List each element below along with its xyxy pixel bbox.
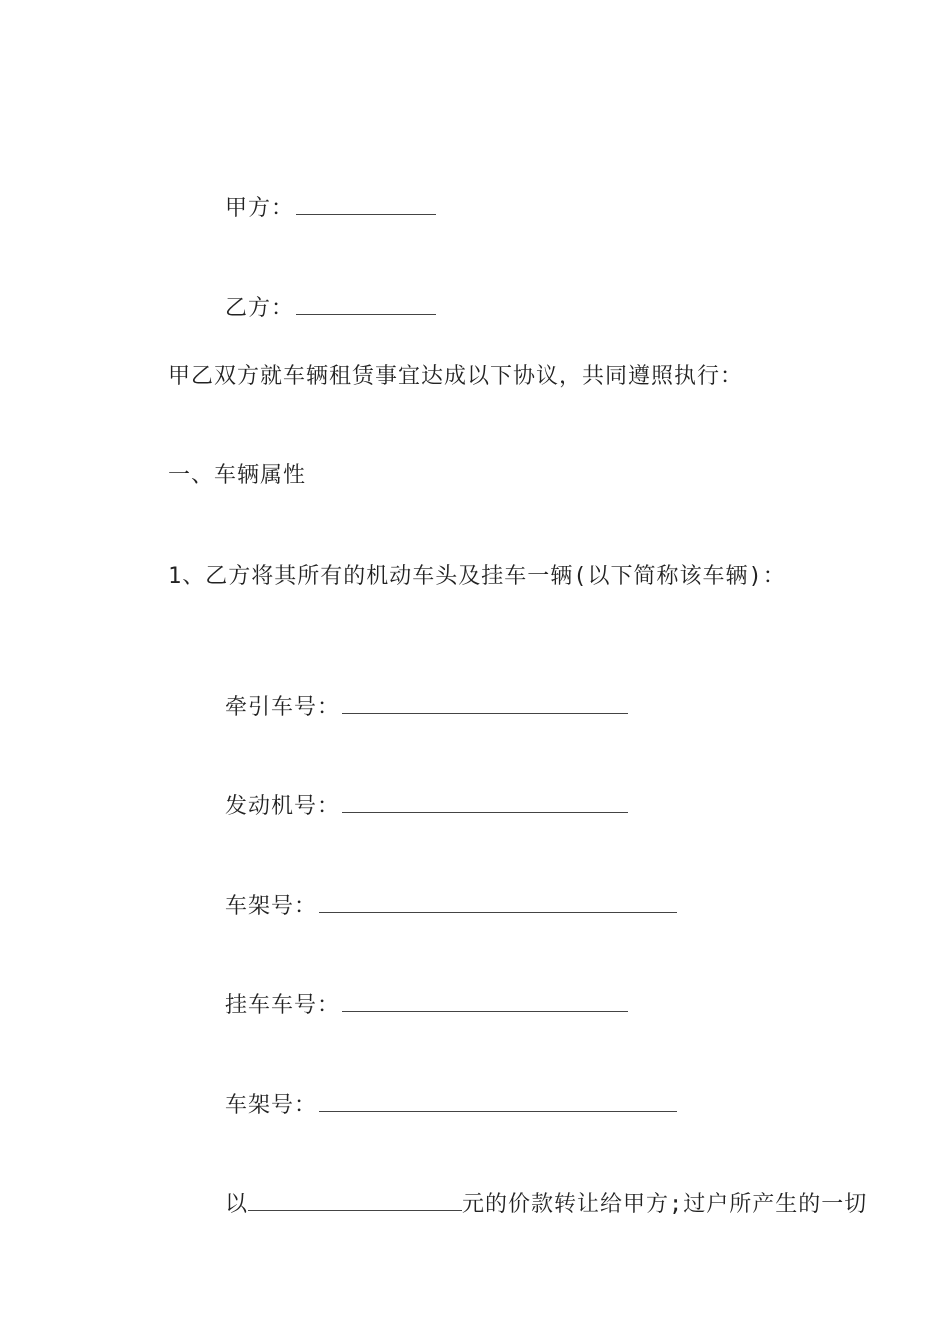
party-b-label: 乙方：	[224, 296, 294, 321]
party-a-line	[168, 162, 436, 254]
party-a-label: 甲方：	[224, 196, 294, 221]
trailer-no-label: 挂车车号：	[224, 993, 340, 1018]
frame-no-2-line	[168, 1059, 677, 1151]
tractor-no-blank	[342, 691, 628, 714]
party-a-blank	[296, 192, 436, 215]
engine-no-blank	[342, 790, 628, 813]
frame-no-2-blank	[319, 1089, 677, 1112]
trailer-no-blank	[342, 989, 628, 1012]
tractor-no-label: 牵引车号：	[224, 695, 340, 720]
party-b-blank	[296, 292, 436, 315]
clause-1: 1、乙方将其所有的机动车头及挂车一辆(以下简称该车辆)：	[168, 564, 786, 589]
party-b-line	[168, 262, 436, 354]
trailer-no-line	[168, 959, 628, 1051]
frame-no-1-line	[168, 860, 677, 952]
section-1-heading: 一、车辆属性	[168, 463, 307, 488]
frame-no-2-label: 车架号：	[224, 1093, 317, 1118]
price-prefix: 以	[224, 1192, 248, 1217]
price-suffix: 元的价款转让给甲方;过户所产生的一切	[462, 1192, 868, 1217]
tractor-no-line	[168, 661, 628, 753]
price-line	[168, 1158, 867, 1250]
price-blank	[248, 1188, 462, 1211]
engine-no-label: 发动机号：	[224, 794, 340, 819]
frame-no-1-label: 车架号：	[224, 894, 317, 919]
engine-no-line	[168, 760, 628, 852]
frame-no-1-blank	[319, 890, 677, 913]
intro-paragraph: 甲乙双方就车辆租赁事宜达成以下协议，共同遵照执行：	[168, 364, 744, 389]
